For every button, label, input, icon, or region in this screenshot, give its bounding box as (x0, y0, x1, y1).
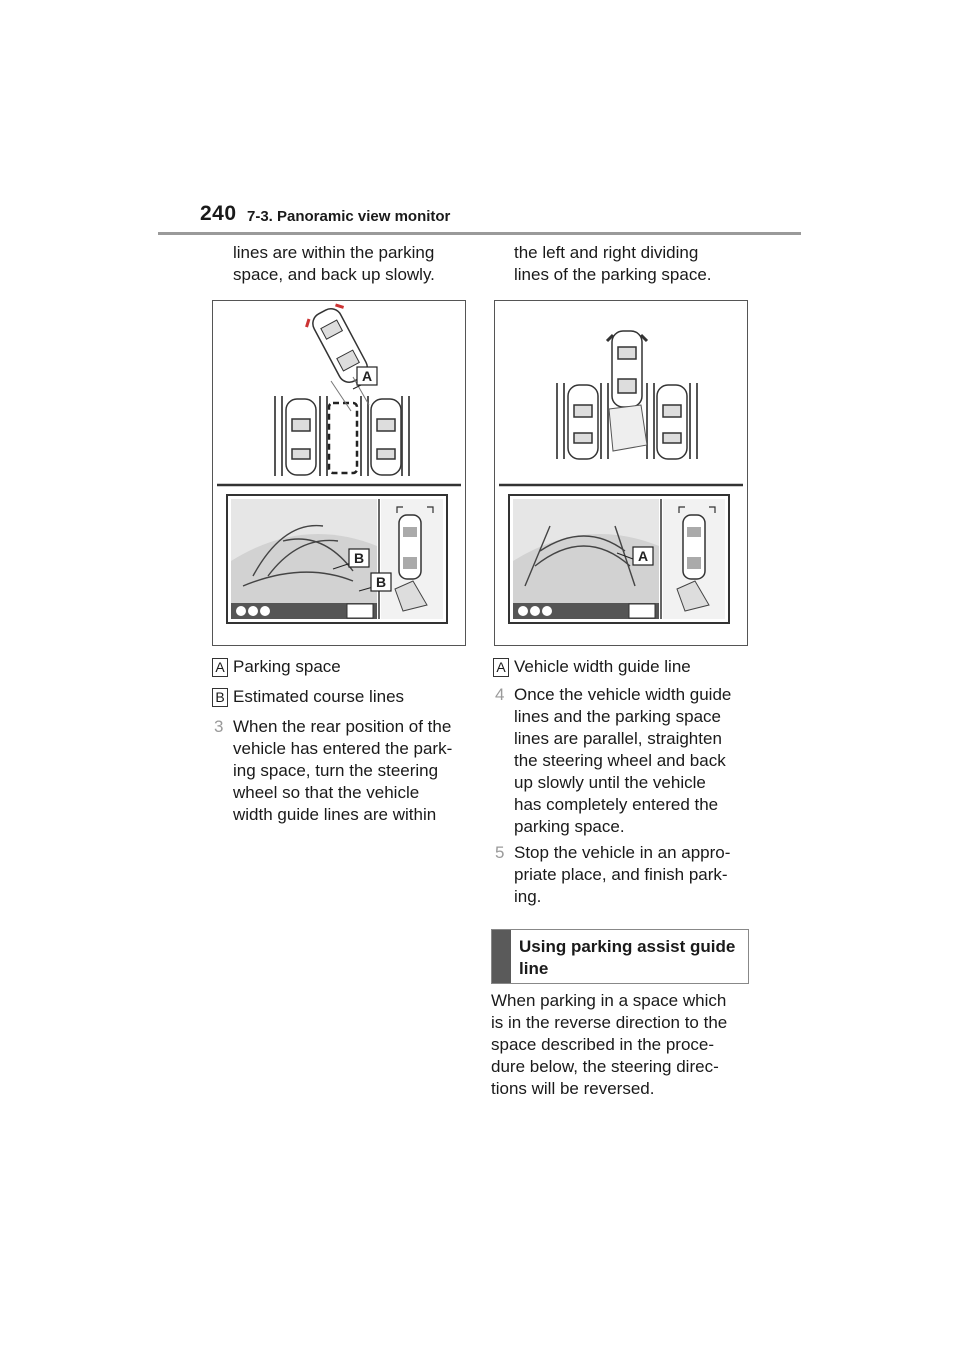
callout-a-right: A (637, 548, 649, 564)
text-line: lines are within the parking (233, 243, 435, 262)
text-line: width guide lines are within (233, 805, 437, 824)
text-line: ing. (514, 887, 542, 906)
legend-key: A (493, 658, 509, 677)
step-number: 3 (214, 717, 224, 736)
figure-illustration (213, 301, 465, 645)
text-line: has completely entered the (514, 795, 719, 814)
section-title: 7-3. Panoramic view monitor (247, 208, 451, 225)
text-line: is in the reverse direction to the (491, 1013, 728, 1032)
text-line: ing space, turn the steering (233, 761, 439, 780)
subheading-bar (492, 930, 511, 983)
text-line: parking space. (514, 817, 625, 836)
callout-b-left-2: B (375, 574, 387, 590)
text-line: When parking in a space which (491, 991, 727, 1010)
text-line: lines of the parking space. (514, 265, 712, 284)
text-line: the left and right dividing (514, 243, 699, 262)
text-line: up slowly until the vehicle (514, 773, 706, 792)
legend-text: Vehicle width guide line (514, 657, 691, 676)
text-line: tions will be reversed. (491, 1079, 655, 1098)
text-line: Using parking assist guide (519, 937, 736, 956)
callout-b-left-1: B (353, 550, 365, 566)
text-line: wheel so that the vehicle (233, 783, 420, 802)
text-line: Stop the vehicle in an appro- (514, 843, 731, 862)
step-number: 5 (495, 843, 505, 862)
callout-a-left: A (361, 368, 373, 384)
text-line: Once the vehicle width guide (514, 685, 732, 704)
text-line: vehicle has entered the park- (233, 739, 453, 758)
subheading-text (519, 936, 744, 980)
legend-key: A (212, 658, 228, 677)
text-line: space described in the proce- (491, 1035, 715, 1054)
legend-key: B (212, 688, 228, 707)
figure-parking-straighten (494, 300, 748, 646)
right-continued-text (514, 242, 764, 286)
legend-text: Estimated course lines (233, 687, 405, 706)
text-line: lines and the parking space (514, 707, 721, 726)
closing-paragraph (491, 990, 751, 1100)
text-line: the steering wheel and back (514, 751, 726, 770)
header-rule (158, 232, 801, 235)
text-line: lines are parallel, straighten (514, 729, 722, 748)
text-line: line (519, 959, 549, 978)
legend-text: Parking space (233, 657, 341, 676)
figure-parking-reverse-entry (212, 300, 466, 646)
figure-illustration (495, 301, 747, 645)
page-number: 240 (200, 202, 237, 225)
text-line: space, and back up slowly. (233, 265, 435, 284)
text-line: dure below, the steering direc- (491, 1057, 719, 1076)
left-continued-text (233, 242, 483, 286)
step-number: 4 (495, 685, 505, 704)
text-line: priate place, and finish park- (514, 865, 728, 884)
subheading-box (491, 929, 749, 984)
text-line: When the rear position of the (233, 717, 452, 736)
